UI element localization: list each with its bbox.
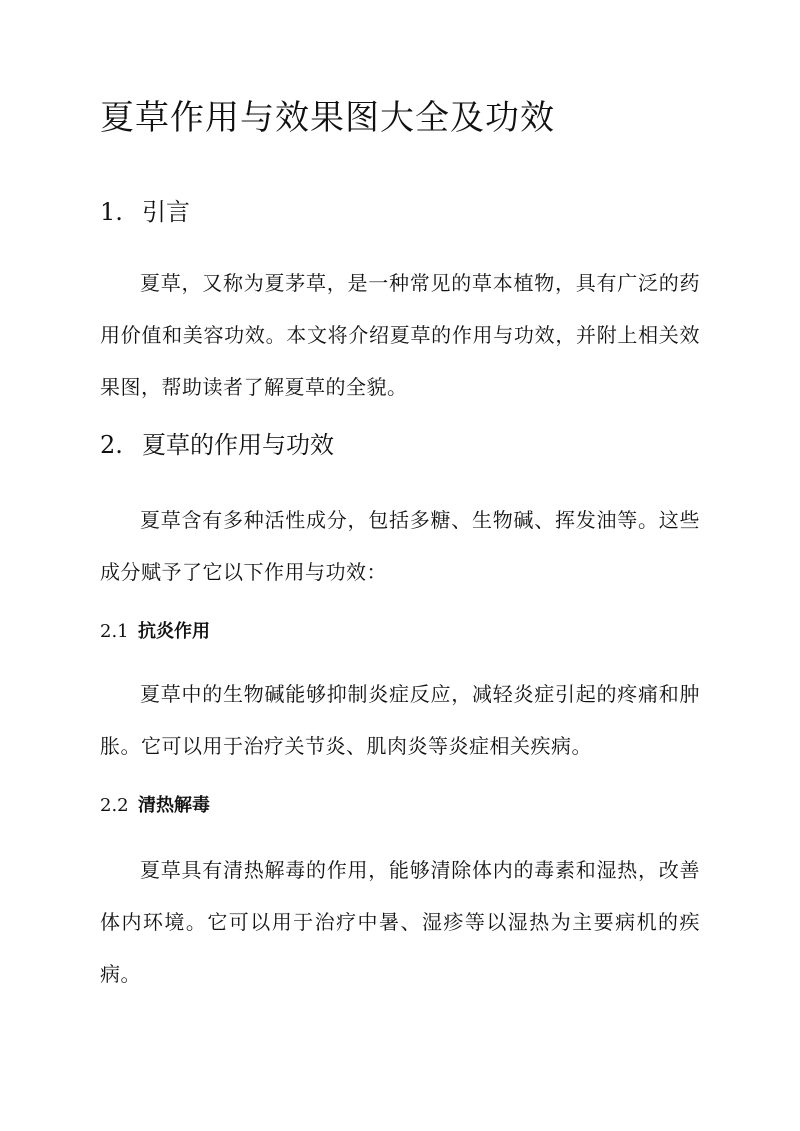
subsection-heading-detox bbox=[100, 793, 210, 819]
subsection-heading-text: 抗炎作用 bbox=[138, 621, 210, 642]
introduction-paragraph: 夏草，又称为夏茅草，是一种常见的草本植物，具有广泛的药用价值和美容功效。本文将介绍夏草的作用与功效，并附上相关效果图，帮助读者了解夏草的全貌。 bbox=[100, 271, 700, 399]
subsection-heading-text: 清热解毒 bbox=[138, 795, 210, 816]
section-heading-text: 夏草的作用与功效 bbox=[142, 431, 334, 459]
section-number: 2. bbox=[100, 431, 123, 459]
document-title: 夏草作用与效果图大全及功效 bbox=[100, 98, 555, 138]
effects-intro-paragraph: 夏草含有多种活性成分，包括多糖、生物碱、挥发油等。这些成分赋予了它以下作用与功效： bbox=[100, 508, 700, 584]
section-heading-text: 引言 bbox=[142, 198, 190, 226]
anti-inflammatory-paragraph: 夏草中的生物碱能够抑制炎症反应，减轻炎症引起的疼痛和肿胀。它可以用于治疗关节炎、肌肉炎等炎症相关疾病。 bbox=[100, 682, 700, 758]
detox-paragraph: 夏草具有清热解毒的作用，能够清除体内的毒素和湿热，改善体内环境。它可以用于治疗中暑、湿疹等以湿热为主要病机的疾病。 bbox=[100, 858, 700, 986]
section-heading-introduction bbox=[100, 195, 190, 229]
subsection-number: 2.2 bbox=[100, 795, 129, 816]
subsection-number: 2.1 bbox=[100, 621, 129, 642]
subsection-heading-anti-inflammatory bbox=[100, 619, 210, 645]
section-heading-effects bbox=[100, 428, 334, 462]
section-number: 1. bbox=[100, 198, 123, 226]
